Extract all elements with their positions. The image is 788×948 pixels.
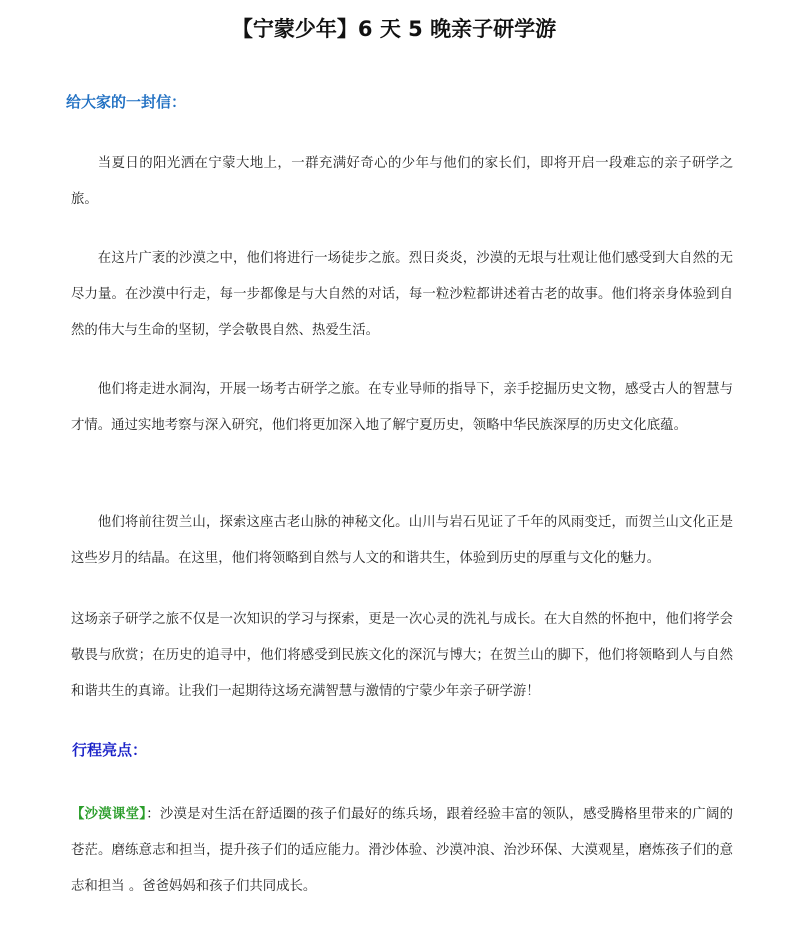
- highlights-heading: 行程亮点：: [72, 741, 148, 759]
- desert-classroom-tag: 【沙漠课堂】: [71, 807, 147, 822]
- letter-paragraph-2: 在这片广袤的沙漠之中，他们将进行一场徒步之旅。烈日炎炎，沙漠的无垠与壮观让他们感受到大自然的无尽力量。在沙漠中行走，每一步都像是与大自然的对话，每一粒沙粒都讲述着古老的故事。他们将亲身体验到自然的伟大与生命的坚韧，学会敬畏自然、热爱生活。: [71, 251, 733, 338]
- highlight-paragraph: [71, 797, 733, 905]
- page-title: 【宁蒙少年】6 天 5 晚亲子研学游: [231, 17, 557, 41]
- highlight-text: ：沙漠是对生活在舒适圈的孩子们最好的练兵场，跟着经验丰富的领队，感受腾格里带来的广阔的苍茫。磨练意志和担当，提升孩子们的适应能力。滑沙体验、沙漠冲浪、治沙环保、大漠观星，磨炼孩子们的意志和担当 。爸爸妈妈和孩子们共同成长。: [71, 807, 733, 894]
- letter-heading: 给大家的一封信：: [66, 93, 187, 111]
- letter-paragraph-1: 当夏日的阳光洒在宁蒙大地上，一群充满好奇心的少年与他们的家长们，即将开启一段难忘的亲子研学之旅。: [71, 156, 733, 207]
- letter-paragraph-4: 他们将前往贺兰山，探索这座古老山脉的神秘文化。山川与岩石见证了千年的风雨变迁，而贺兰山文化正是这些岁月的结晶。在这里，他们将领略到自然与人文的和谐共生，体验到历史的厚重与文化的魅力。: [71, 515, 733, 566]
- letter-paragraph-5: 这场亲子研学之旅不仅是一次知识的学习与探索，更是一次心灵的洗礼与成长。在大自然的怀抱中，他们将学会敬畏与欣赏；在历史的追寻中，他们将感受到民族文化的深沉与博大；在贺兰山的脚下，他们将领略到人与自然和谐共生的真谛。让我们一起期待这场充满智慧与激情的宁蒙少年亲子研学游！: [71, 612, 733, 699]
- letter-paragraph-3: 他们将走进水洞沟，开展一场考古研学之旅。在专业导师的指导下，亲手挖掘历史文物，感受古人的智慧与才情。通过实地考察与深入研究，他们将更加深入地了解宁夏历史，领略中华民族深厚的历史文化底蕴。: [71, 382, 733, 433]
